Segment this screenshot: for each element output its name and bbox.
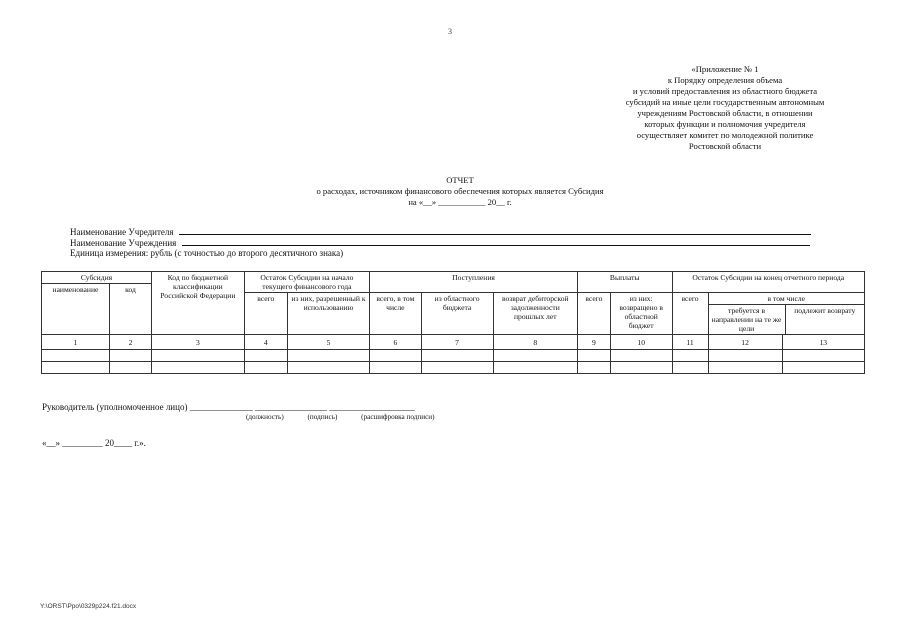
signature-line: Руководитель (уполномоченное лицо) ______________ ________________ ___________________ <box>42 402 415 412</box>
table-cell[interactable] <box>493 350 577 362</box>
unit-row <box>70 248 343 258</box>
table-cell[interactable] <box>244 362 287 374</box>
header-row-1 <box>42 272 865 284</box>
table-cell[interactable] <box>782 362 864 374</box>
column-number: 8 <box>493 335 577 350</box>
table-cell[interactable] <box>152 350 245 362</box>
report-subtitle: о расходах, источником финансового обеспечения которых является Субсидия <box>316 186 604 196</box>
table-cell[interactable] <box>109 362 151 374</box>
column-number: 7 <box>421 335 493 350</box>
report-title: ОТЧЕТ <box>446 175 474 185</box>
header-returned: из них: возвращено в областной бюджет <box>610 293 672 335</box>
table-row <box>42 350 865 362</box>
report-heading <box>200 175 720 208</box>
table-cell[interactable] <box>287 362 369 374</box>
table-cell[interactable] <box>672 362 708 374</box>
table-cell[interactable] <box>610 350 672 362</box>
hint-decode: (расшифровка подписи) <box>361 413 435 421</box>
file-path: Y:\ORST\Ppo\0329p224.f21.docx <box>40 603 137 610</box>
table-cell[interactable] <box>708 350 782 362</box>
table-cell[interactable] <box>244 350 287 362</box>
table-cell[interactable] <box>610 362 672 374</box>
founder-label: Наименование Учредителя <box>70 227 174 237</box>
table-cell[interactable] <box>577 362 610 374</box>
header-including: в том числе <box>709 293 864 305</box>
column-number: 9 <box>577 335 610 350</box>
header-to-return: подлежит возврату <box>794 306 856 315</box>
header-name: наименование <box>42 284 110 335</box>
appendix-block <box>585 64 865 152</box>
unit-label: Единица измерения: рубль (с точностью до второго десятичного знака) <box>70 248 344 258</box>
table-cell[interactable] <box>672 350 708 362</box>
table-cell[interactable] <box>152 362 245 374</box>
column-number: 3 <box>152 335 245 350</box>
report-date-line: на «__» ___________ 20__ г. <box>408 197 512 207</box>
founder-fill-line[interactable] <box>179 226 811 235</box>
appendix-line: Ростовской области <box>688 141 762 151</box>
appendix-line: осуществляет комитет по молодежной политике <box>636 130 814 140</box>
institution-row <box>70 237 810 248</box>
header-total-start: всего <box>244 293 287 335</box>
table-cell[interactable] <box>370 362 421 374</box>
appendix-line: субсидий на иные цели государственным автономным <box>625 97 825 107</box>
table-cell[interactable] <box>370 350 421 362</box>
column-number-row <box>42 335 865 350</box>
institution-fill-line[interactable] <box>182 237 810 246</box>
column-number: 13 <box>782 335 864 350</box>
founder-row <box>70 226 811 237</box>
column-number: 6 <box>370 335 421 350</box>
header-balance-start: Остаток Субсидии на начало текущего финансового года <box>244 272 370 293</box>
header-budget-code: Код по бюджетной классификации Российской Федерации <box>152 272 245 335</box>
date-footer: «__» _________ 20____ г.». <box>42 438 146 448</box>
header-regional-budget: из областного бюджета <box>421 293 493 335</box>
header-refund: возврат дебиторской задолженности прошлых лет <box>493 293 577 335</box>
column-number: 5 <box>287 335 369 350</box>
column-number: 10 <box>610 335 672 350</box>
appendix-line: и условий предоставления из областного бюджета <box>632 86 818 96</box>
table-cell[interactable] <box>287 350 369 362</box>
header-total-receipts: всего, в том числе <box>370 293 421 335</box>
column-number: 4 <box>244 335 287 350</box>
table-cell[interactable] <box>708 362 782 374</box>
table-cell[interactable] <box>421 362 493 374</box>
table-cell[interactable] <box>493 362 577 374</box>
institution-label: Наименование Учреждения <box>70 238 177 248</box>
header-receipts: Поступления <box>370 272 578 293</box>
column-number: 12 <box>708 335 782 350</box>
header-required: требуется в направлении на те же цели <box>709 305 786 334</box>
table-cell[interactable] <box>42 350 110 362</box>
header-subsidy: Субсидия <box>42 272 152 284</box>
header-kod: код <box>109 284 151 335</box>
header-total-payments: всего <box>577 293 610 335</box>
signature-hints <box>246 413 435 421</box>
table-row <box>42 362 865 374</box>
header-including-group <box>708 293 864 335</box>
subsidy-report-table <box>41 271 865 374</box>
table-cell[interactable] <box>421 350 493 362</box>
appendix-line: учреждениям Ростовской области, в отношении <box>637 108 813 118</box>
table-cell[interactable] <box>109 350 151 362</box>
column-number: 11 <box>672 335 708 350</box>
header-total-end: всего <box>672 293 708 335</box>
table-cell[interactable] <box>42 362 110 374</box>
appendix-line: к Порядку определения объема <box>667 75 783 85</box>
appendix-line: которых функции и полномочия учредителя <box>644 119 806 129</box>
hint-signature: (подпись) <box>307 413 338 421</box>
table-cell[interactable] <box>782 350 864 362</box>
table-cell[interactable] <box>577 350 610 362</box>
hint-position: (должность) <box>246 413 284 421</box>
column-number: 1 <box>42 335 110 350</box>
column-number: 2 <box>109 335 151 350</box>
page-number: 3 <box>448 27 452 36</box>
header-payments: Выплаты <box>577 272 672 293</box>
header-allowed: из них, разрешенный к использованию <box>287 293 369 335</box>
appendix-line: «Приложение № 1 <box>691 64 759 74</box>
header-balance-end: Остаток Субсидии на конец отчетного периода <box>672 272 864 293</box>
